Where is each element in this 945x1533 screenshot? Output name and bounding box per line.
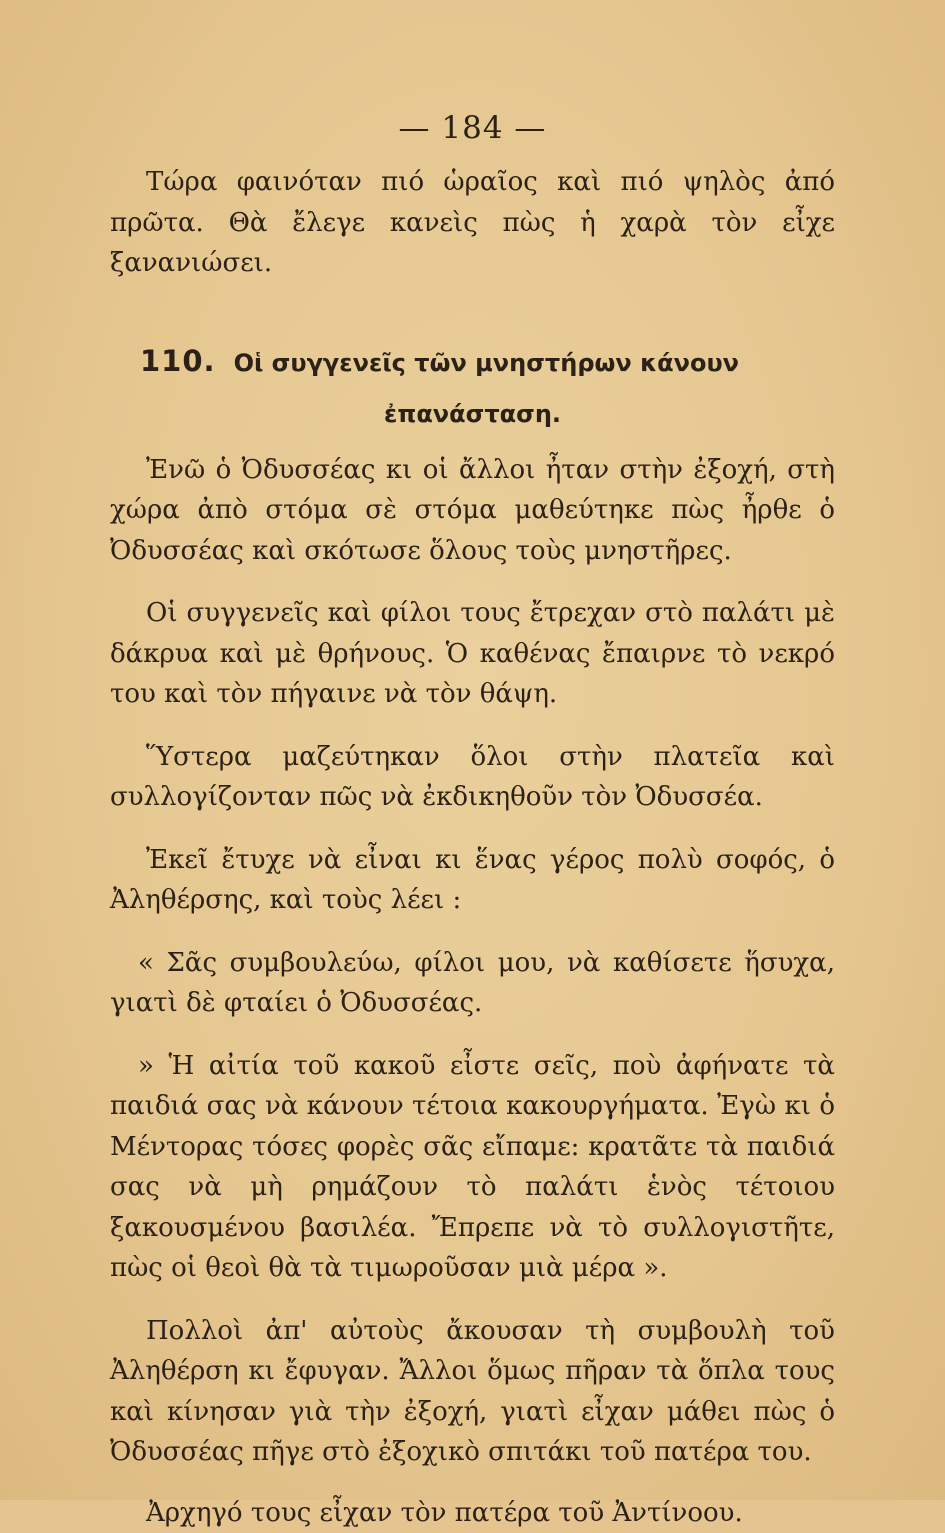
quote-paragraph: « Σᾶς συμβουλεύω, φίλοι μου, νὰ καθίσετε ἥσυχα, γιατὶ δὲ φταίει ὁ Ὀδυσσέας.	[110, 943, 835, 1024]
paragraph: Ὕστερα μαζεύτηκαν ὅλοι στὴν πλατεῖα καὶ συλλογίζονταν πῶς νὰ ἐκδικηθοῦν τὸν Ὀδυσσέα.	[110, 737, 835, 818]
quote-paragraph: » Ἡ αἰτία τοῦ κακοῦ εἶστε σεῖς, ποὺ ἀφήνατε τὰ παιδιά σας νὰ κάνουν τέτοια κακουργήματα. Ἐγὼ κι ὁ Μέντορας τόσες φορὲς σᾶς εἴπαμε: κρατᾶτε τὰ παιδιά σας νὰ μὴ ρημάζουν τὸ παλάτι ἑνὸς τέτοιου ξακουσμένου βασιλέα. Ἔπρεπε νὰ τὸ συλλογιστῆτε, πὼς οἱ θεοὶ θὰ τὰ τιμωροῦσαν μιὰ μέρα ».	[110, 1046, 835, 1289]
paragraph: Πολλοὶ ἀπ' αὐτοὺς ἄκουσαν τὴ συμβουλὴ τοῦ Ἀληθέρση κι ἔφυγαν. Ἄλλοι ὅμως πῆραν τὰ ὅπλα τους καὶ κίνησαν γιὰ τὴν ἐξοχή, γιατὶ εἶχαν μάθει πὼς ὁ Ὀδυσσέας πῆγε στὸ ἐξοχικὸ σπιτάκι τοῦ πατέρα του.	[110, 1311, 835, 1473]
paragraph: Ἀρχηγό τους εἶχαν τὸν πατέρα τοῦ Ἀντίνοου.	[110, 1493, 835, 1533]
paragraph: Ἐκεῖ ἔτυχε νὰ εἶναι κι ἕνας γέρος πολὺ σοφός, ὁ Ἀληθέρσης, καὶ τοὺς λέει :	[110, 840, 835, 921]
section-heading	[110, 332, 835, 392]
page-text	[110, 162, 835, 1533]
section-title-continued: ἐπανάσταση.	[110, 392, 835, 436]
paragraph: Οἱ συγγενεῖς καὶ φίλοι τους ἔτρεχαν στὸ παλάτι μὲ δάκρυα καὶ μὲ θρήνους. Ὁ καθένας ἔπαιρνε τὸ νεκρό του καὶ τὸν πήγαινε νὰ τὸν θάψη.	[110, 593, 835, 715]
page-number: — 184 —	[0, 110, 945, 146]
paragraph: Ἐνῶ ὁ Ὀδυσσέας κι οἱ ἄλλοι ἦταν στὴν ἐξοχή, στὴ χώρα ἀπὸ στόμα σὲ στόμα μαθεύτηκε πὼς ἦρθε ὁ Ὀδυσσέας καὶ σκότωσε ὅλους τοὺς μνηστῆρες.	[110, 450, 835, 572]
section-title: Οἱ συγγενεῖς τῶν μνηστήρων κάνουν	[234, 349, 739, 377]
section-number: 110.	[140, 344, 216, 378]
intro-paragraph: Τώρα φαινόταν πιό ὡραῖος καὶ πιό ψηλὸς ἀπό πρῶτα. Θὰ ἔλεγε κανεὶς πὼς ἡ χαρὰ τὸν εἶχε ξανανιώσει.	[110, 162, 835, 284]
